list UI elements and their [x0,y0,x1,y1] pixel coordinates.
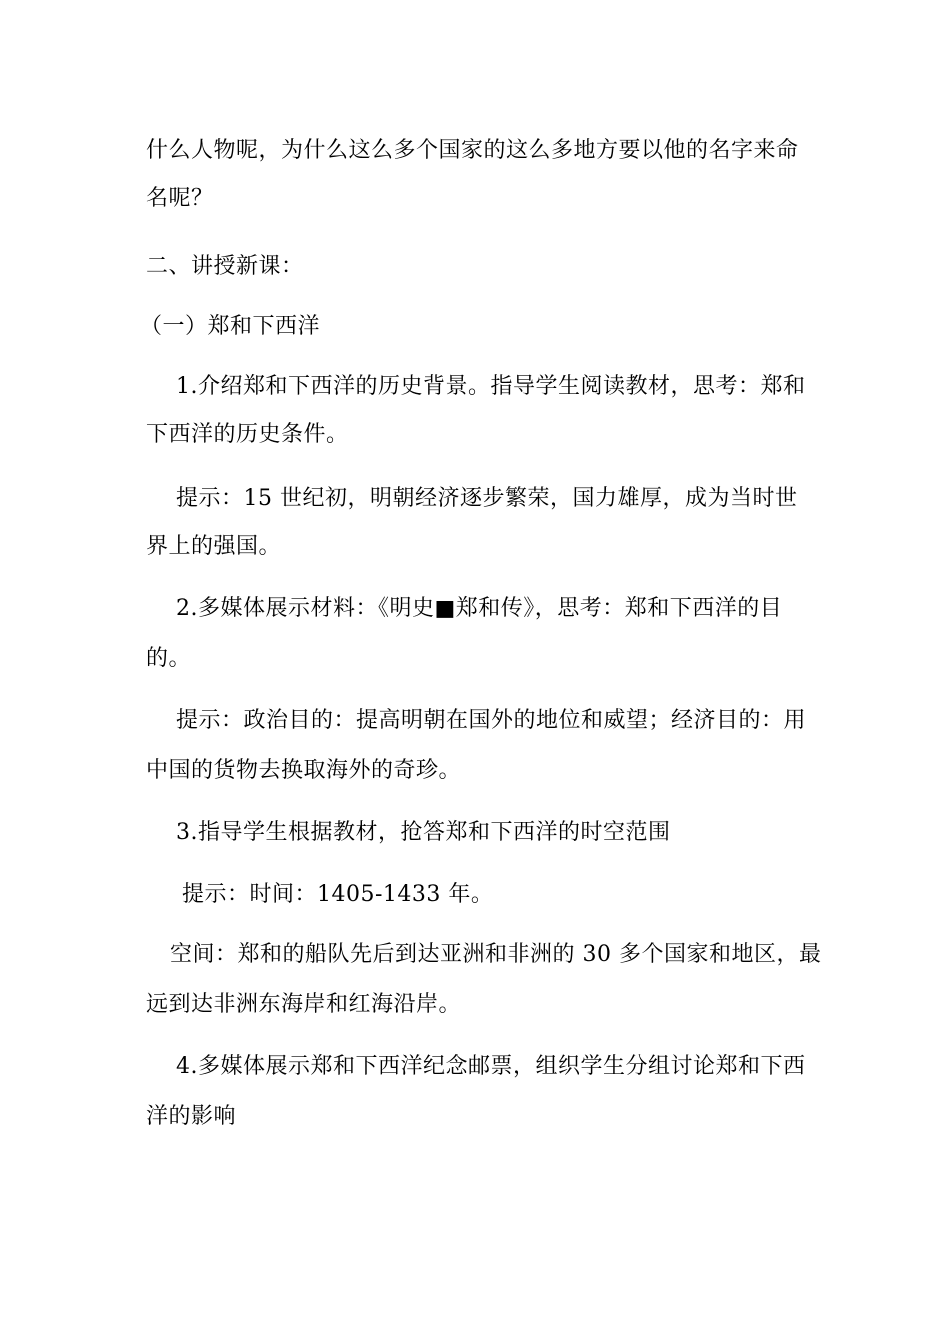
hint-1-line-1: 提示：15 世纪初，明朝经济逐步繁荣，国力雄厚，成为当时世 [176,486,798,511]
subsection-heading: （一）郑和下西洋 [140,314,321,339]
hint-1-line-2: 界上的强国。 [146,534,282,559]
item-2-line-1: 2.多媒体展示材料：《明史■郑和传》，思考：郑和下西洋的目 [176,596,783,621]
hint-2-line-1: 提示：政治目的：提高明朝在国外的地位和威望；经济目的：用 [176,708,807,733]
item-4-line-1: 4.多媒体展示郑和下西洋纪念邮票，组织学生分组讨论郑和下西 [176,1054,806,1079]
intro-line-1: 什么人物呢，为什么这么多个国家的这么多地方要以他的名字来命 [146,138,799,163]
item-2-line-2: 的。 [146,646,192,671]
item-3-line-1: 3.指导学生根据教材，抢答郑和下西洋的时空范围 [176,820,671,845]
item-1-line-1: 1.介绍郑和下西洋的历史背景。指导学生阅读教材，思考：郑和 [176,374,806,399]
space-line-2: 远到达非洲东海岸和红海沿岸。 [146,992,462,1017]
item-1-line-2: 下西洋的历史条件。 [146,422,349,447]
hint-2-line-2: 中国的货物去换取海外的奇珍。 [146,758,462,783]
space-line-1: 空间：郑和的船队先后到达亚洲和非洲的 30 多个国家和地区，最 [170,942,822,967]
section-heading: 二、讲授新课： [146,254,304,279]
hint-3-line-1: 提示：时间：1405-1433 年。 [182,882,494,907]
intro-line-2: 名呢？ [146,186,214,211]
item-4-line-2: 洋的影响 [146,1104,237,1129]
